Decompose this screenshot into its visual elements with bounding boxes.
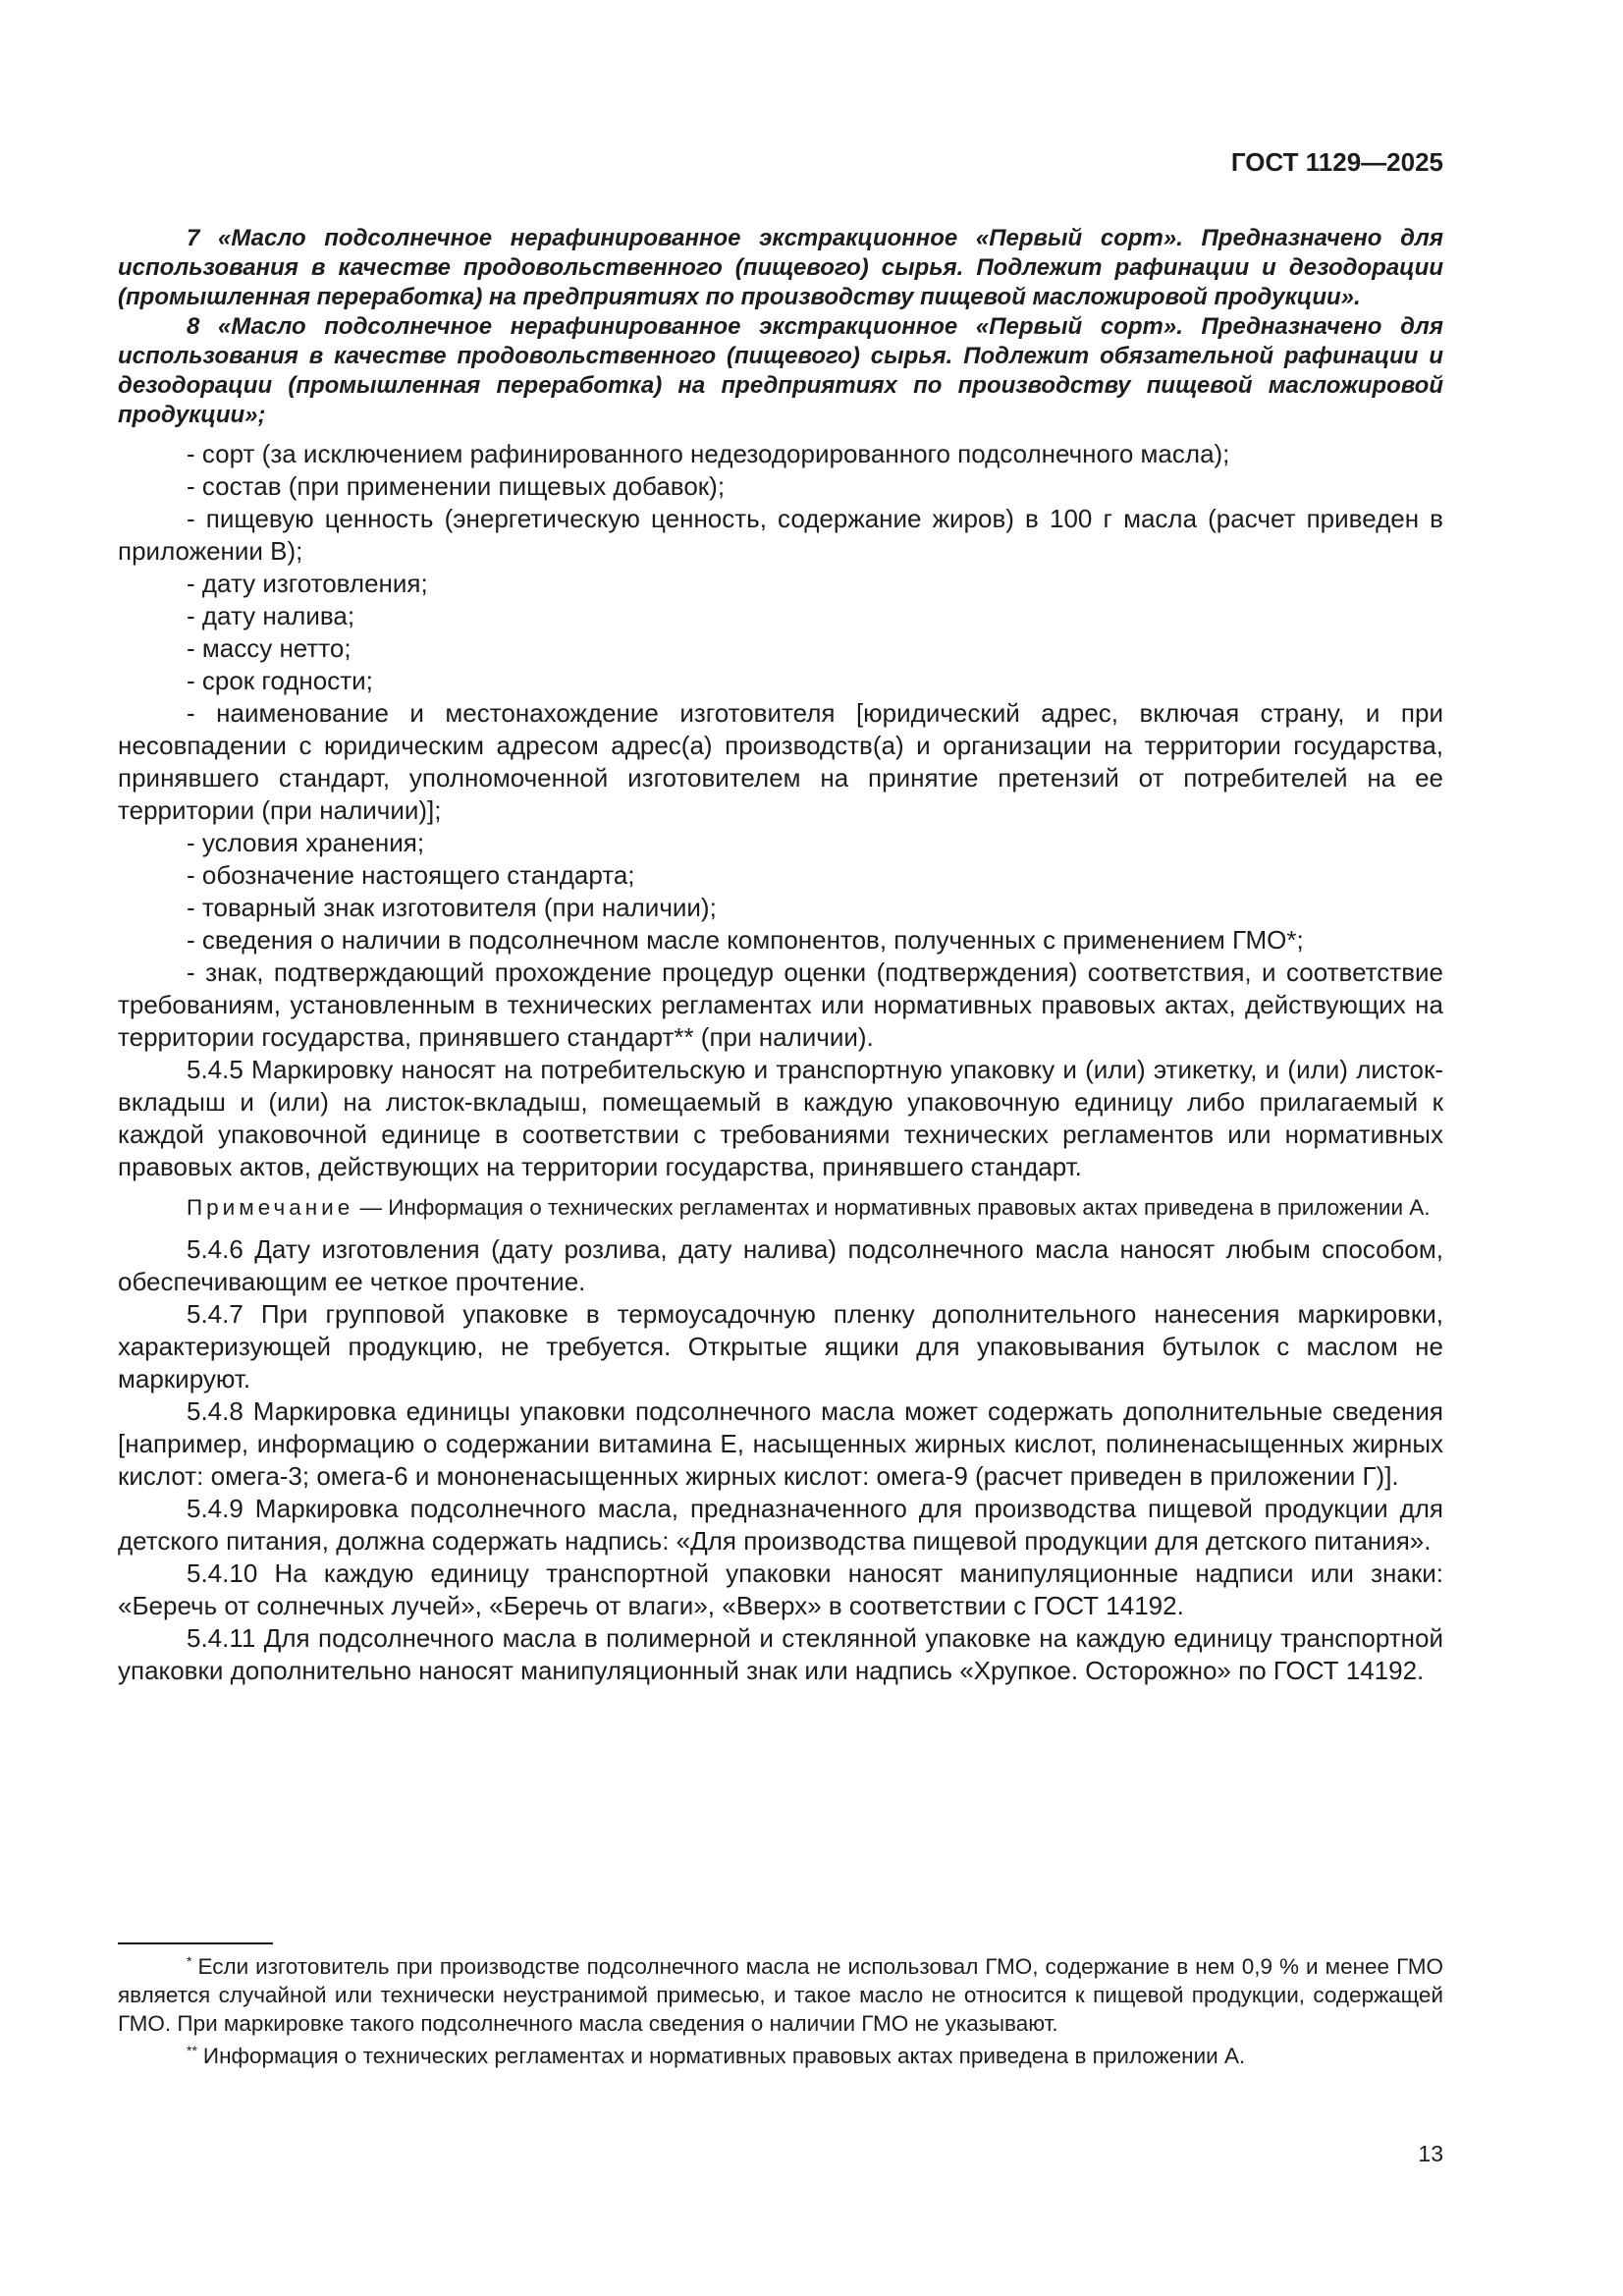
footnotes bbox=[118, 1942, 1443, 2074]
note-label: Примечание bbox=[187, 1195, 354, 1220]
note-text: — Информация о технических регламентах и нормативных правовых актах приведена в приложении А. bbox=[353, 1195, 1431, 1220]
list-item-trademark: - товарный знак изготовителя (при наличии); bbox=[187, 893, 717, 922]
list-item-fill-date: - дату налива; bbox=[187, 601, 355, 630]
list-item-net-mass: - массу нетто; bbox=[187, 633, 352, 663]
list-item-nutrition: - пищевую ценность (энергетическую ценность, содержание жиров) в 100 г масла (расчет приведен в приложении В); bbox=[118, 504, 1443, 566]
doc-code-header: ГОСТ 1129—2025 bbox=[1230, 147, 1443, 177]
list-item-standard: - обозначение настоящего стандарта; bbox=[187, 860, 635, 890]
footnote-divider bbox=[118, 1942, 273, 1944]
footnote-text: Если изготовитель при производстве подсолнечного масла не использовал ГМО, содержание в нем 0,9 % и менее ГМО является случайной или технически неустранимой примесью, и такое масло не относится к пищевой продукции, содержащей ГМО. При маркировке такого подсолнечного масла сведения о наличии ГМО не указывают. bbox=[118, 1953, 1443, 2036]
list-item-composition: - состав (при применении пищевых добавок); bbox=[187, 471, 726, 501]
italic-item-8: 8 «Масло подсолнечное нерафинированное экстракционное «Первый сорт». Предназначено для использования в качестве продовольственного (пищевого) сырья. Подлежит обязательной рафинации и дезодорации (промышленная переработка) на предприятиях по производству пищевой масложировой продукции»; bbox=[118, 313, 1443, 428]
list-item-manufacture-date: - дату изготовления; bbox=[187, 569, 428, 598]
list-item-shelf-life: - срок годности; bbox=[187, 666, 373, 695]
footnote-regulations bbox=[118, 2042, 1443, 2070]
page-number: 13 bbox=[1418, 2141, 1443, 2166]
list-item-grade: - сорт (за исключением рафинированного недезодорированного подсолнечного масла); bbox=[187, 439, 1230, 468]
section-5-4-10: 5.4.10 На каждую единицу транспортной упаковки наносят манипуляционные надписи или знаки: «Беречь от солнечных лучей», «Беречь от влаги», «Вверх» в соответствии с ГОСТ 14192. bbox=[118, 1558, 1443, 1620]
list-item-gmo: - сведения о наличии в подсолнечном масле компонентов, полученных с применением ГМО*; bbox=[187, 925, 1304, 955]
section-5-4-9: 5.4.9 Маркировка подсолнечного масла, предназначенного для производства пищевой продукции для детского питания, должна содержать надпись: «Для производства пищевой продукции для детского питания». bbox=[118, 1494, 1443, 1556]
list-item-conformity-mark: - знак, подтверждающий прохождение процедур оценки (подтверждения) соответствия, и соответствие требованиям, установленным в технических регламентах или нормативных правовых актах, действующих на территории государства, принявшего стандарт** (при наличии). bbox=[118, 957, 1443, 1052]
footnote-marker: ** bbox=[187, 2042, 197, 2058]
list-item-storage: - условия хранения; bbox=[187, 828, 425, 857]
note-paragraph bbox=[118, 1193, 1443, 1222]
section-5-4-7: 5.4.7 При групповой упаковке в термоусадочную пленку дополнительного нанесения маркировки, характеризующей продукцию, не требуется. Открытые ящики для упаковывания бутылок с маслом не маркируют. bbox=[118, 1299, 1443, 1394]
footnote-marker: * bbox=[187, 1952, 192, 1969]
section-5-4-5: 5.4.5 Маркировку наносят на потребительскую и транспортную упаковку и (или) этикетку, и (или) листок-вкладыш и (или) на листок-вкладыш, помещаемый в каждую упаковочную единицу либо прилагаемый к каждой упаковочной единице в соответствии с требованиями технических регламентов или нормативных правовых актов, действующих на территории государства, принявшего стандарт. bbox=[118, 1055, 1443, 1181]
section-5-4-8: 5.4.8 Маркировка единицы упаковки подсолнечного масла может содержать дополнительные сведения [например, информацию о содержании витамина Е, насыщенных жирных кислот, полиненасыщенных жирных кислот: омега-3; омега-6 и мононенасыщенных жирных кислот: омега-9 (расчет приведен в приложении Г)]. bbox=[118, 1396, 1443, 1491]
section-5-4-6: 5.4.6 Дату изготовления (дату розлива, дату налива) подсолнечного масла наносят любым способом, обеспечивающим ее четкое прочтение. bbox=[118, 1234, 1443, 1296]
footnote-gmo bbox=[118, 1952, 1443, 2038]
footnote-text: Информация о технических регламентах и нормативных правовых актах приведена в приложении А. bbox=[202, 2043, 1246, 2068]
italic-item-7: 7 «Масло подсолнечное нерафинированное экстракционное «Первый сорт». Предназначено для использования в качестве продовольственного (пищевого) сырья. Подлежит рафинации и дезодорации (промышленная переработка) на предприятиях по производству пищевой масложировой продукции». bbox=[118, 225, 1443, 310]
section-5-4-11: 5.4.11 Для подсолнечного масла в полимерной и стеклянной упаковке на каждую единицу транспортной упаковки дополнительно наносят манипуляционный знак или надпись «Хрупкое. Осторожно» по ГОСТ 14192. bbox=[118, 1623, 1443, 1685]
list-item-manufacturer: - наименование и местонахождение изготовителя [юридический адрес, включая страну, и при несовпадении с юридическим адресом адрес(а) производств(а) и организации на территории государства, принявшего стандарт, уполномоченной изготовителем на принятие претензий от потребителей на ее территории (при наличии)]; bbox=[118, 698, 1443, 825]
main-content bbox=[118, 224, 1443, 1687]
